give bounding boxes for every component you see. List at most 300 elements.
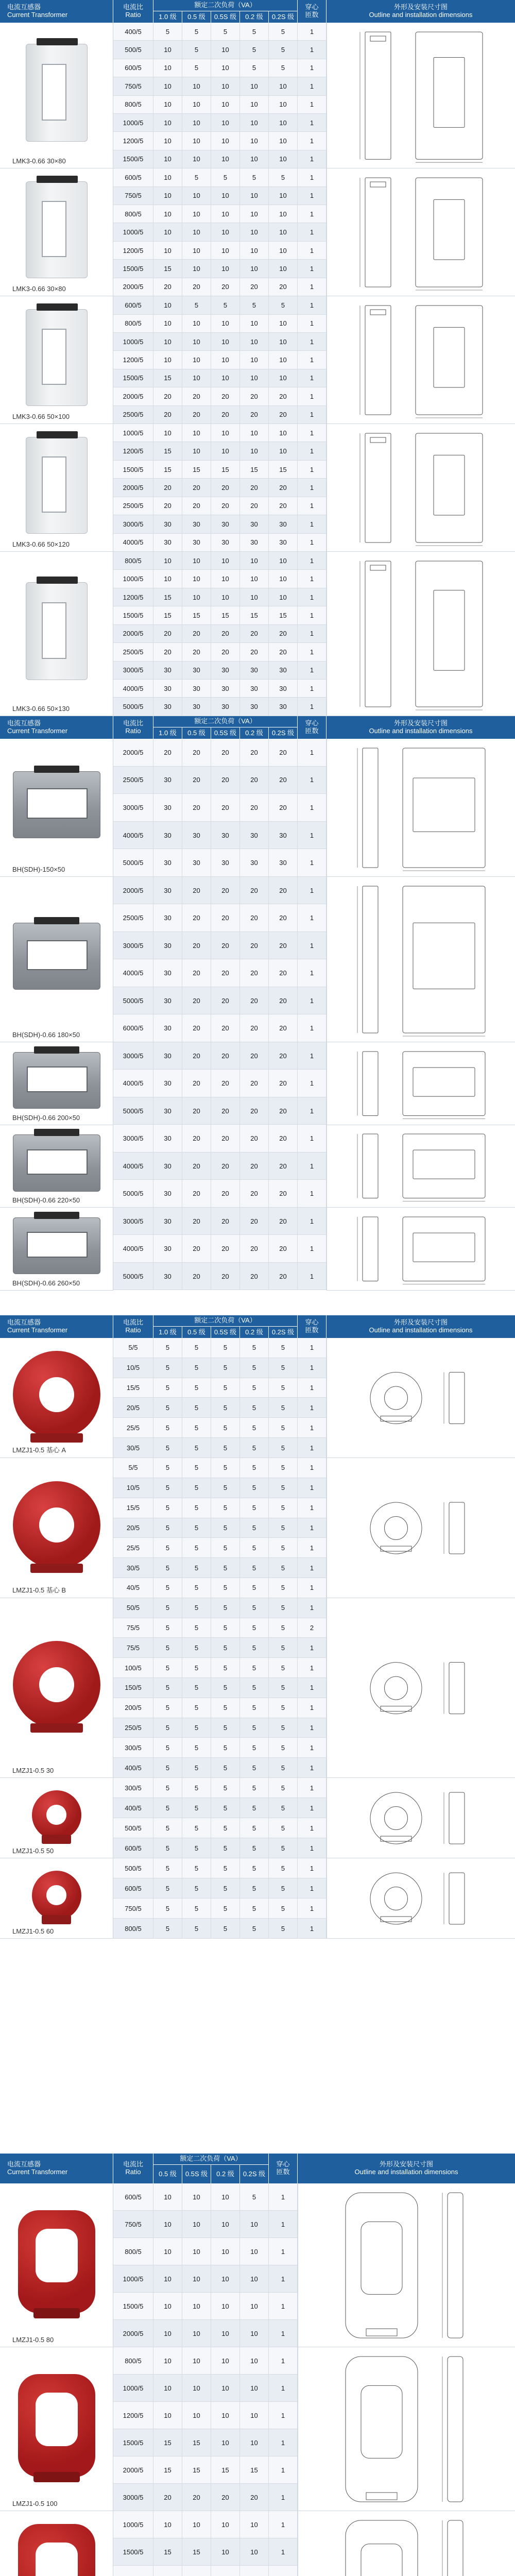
turns-cell: 1 bbox=[298, 1858, 327, 1878]
load-cell: 5 bbox=[240, 1698, 269, 1718]
load-cell: 5 bbox=[269, 41, 298, 58]
load-cell: 15 bbox=[211, 461, 240, 478]
turns-cell: 1 bbox=[298, 1838, 327, 1858]
load-cell: 5 bbox=[240, 1398, 269, 1417]
table-row bbox=[113, 1718, 327, 1738]
load-cell: 10 bbox=[182, 2265, 211, 2292]
dimension-cell bbox=[327, 1778, 515, 1858]
table-row bbox=[113, 387, 327, 405]
header-product-cn: 电流互感器 bbox=[7, 1318, 41, 1327]
ct-product-image bbox=[26, 181, 88, 278]
turns-cell: 1 bbox=[298, 223, 327, 241]
load-cell: 5 bbox=[211, 1718, 240, 1738]
turns-cell: 1 bbox=[298, 877, 327, 904]
load-cell: 30 bbox=[153, 1097, 182, 1125]
load-cell: 5 bbox=[240, 1498, 269, 1518]
load-cell: 20 bbox=[240, 1097, 269, 1125]
load-cell: 10 bbox=[240, 552, 269, 569]
load-cell: 5 bbox=[240, 1718, 269, 1738]
load-cell: 20 bbox=[182, 794, 211, 821]
load-cell: 5 bbox=[269, 1598, 298, 1618]
load-cell: 20 bbox=[240, 1180, 269, 1207]
table-row bbox=[113, 1097, 327, 1125]
load-cell: 30 bbox=[153, 767, 182, 794]
turns-cell: 1 bbox=[269, 2238, 298, 2265]
load-cell: 10 bbox=[182, 2511, 211, 2538]
load-cell: 30 bbox=[182, 680, 211, 697]
table-row bbox=[113, 1678, 327, 1698]
table-row bbox=[113, 260, 327, 278]
load-cell: 20 bbox=[211, 1208, 240, 1235]
table-row bbox=[113, 369, 327, 387]
table-row bbox=[113, 1558, 327, 1578]
header-ratio-en: Ratio bbox=[125, 727, 141, 735]
load-cell: 10 bbox=[211, 351, 240, 368]
turns-cell: 1 bbox=[269, 2211, 298, 2238]
load-cell: 10 bbox=[211, 77, 240, 95]
load-cell: 5 bbox=[240, 1758, 269, 1777]
load-cell: 20 bbox=[211, 1014, 240, 1042]
ratio-cell: 6000/5 bbox=[113, 1014, 153, 1042]
turns-cell: 1 bbox=[298, 794, 327, 821]
load-cell: 10 bbox=[211, 2211, 240, 2238]
load-cell: 10 bbox=[211, 369, 240, 387]
load-cell: 15 bbox=[153, 2429, 182, 2456]
turns-cell: 1 bbox=[298, 1180, 327, 1207]
dimension-column bbox=[327, 739, 515, 1291]
ratio-cell: 3000/5 bbox=[113, 2484, 153, 2511]
load-cell: 5 bbox=[240, 1638, 269, 1657]
load-cell: 5 bbox=[269, 1798, 298, 1818]
load-cell: 30 bbox=[182, 662, 211, 679]
product-cell bbox=[0, 168, 113, 296]
load-cell: 5 bbox=[240, 1558, 269, 1578]
load-cell: 5 bbox=[240, 1899, 269, 1918]
header-load-title: 额定二次负荷（VA） bbox=[153, 716, 297, 727]
load-cell: 5 bbox=[269, 1358, 298, 1378]
load-cell: 5 bbox=[211, 1598, 240, 1618]
load-cell: 20 bbox=[211, 643, 240, 660]
load-cell: 5 bbox=[269, 1858, 298, 1878]
load-cell: 30 bbox=[153, 698, 182, 715]
load-cell: 5 bbox=[269, 1578, 298, 1598]
ratio-cell: 3000/5 bbox=[113, 794, 153, 821]
load-cell: 20 bbox=[240, 959, 269, 987]
table-row bbox=[113, 150, 327, 168]
turns-cell: 1 bbox=[269, 2429, 298, 2456]
ratio-cell: 50/5 bbox=[113, 1598, 153, 1618]
table-row bbox=[113, 1838, 327, 1858]
header-product bbox=[0, 716, 113, 739]
ratio-cell: 4000/5 bbox=[113, 1070, 153, 1097]
load-cell: 10 bbox=[211, 150, 240, 168]
table-row bbox=[113, 2320, 298, 2347]
header-ratio bbox=[113, 1315, 153, 1338]
load-cell: 5 bbox=[182, 1838, 211, 1858]
turns-cell: 1 bbox=[298, 1358, 327, 1378]
dimension-drawing bbox=[398, 1046, 490, 1121]
header-product bbox=[0, 1315, 113, 1338]
load-cell: 5 bbox=[211, 1418, 240, 1437]
load-cell: 5 bbox=[269, 1478, 298, 1498]
dimension-cell bbox=[327, 552, 515, 716]
ratio-cell: 3000/5 bbox=[113, 932, 153, 959]
load-cell: 30 bbox=[269, 534, 298, 551]
load-cell: 20 bbox=[153, 625, 182, 642]
turns-cell: 1 bbox=[298, 698, 327, 715]
turns-cell: 1 bbox=[298, 406, 327, 423]
load-cell: 5 bbox=[153, 1818, 182, 1838]
load-cell: 5 bbox=[240, 1598, 269, 1618]
load-cell: 20 bbox=[211, 739, 240, 766]
load-cell: 20 bbox=[211, 625, 240, 642]
table-row bbox=[113, 424, 327, 442]
load-cell: 5 bbox=[269, 1378, 298, 1398]
product-model: LMZJ1-0.5 100 bbox=[12, 2500, 58, 2507]
load-cell: 10 bbox=[153, 315, 182, 332]
turns-cell: 1 bbox=[298, 1263, 327, 1290]
load-cell: 10 bbox=[153, 205, 182, 223]
load-cell: 20 bbox=[240, 767, 269, 794]
load-cell: 20 bbox=[182, 406, 211, 423]
header-loads bbox=[153, 0, 298, 23]
dimension-cell bbox=[298, 2183, 515, 2347]
load-cell: 5 bbox=[153, 1518, 182, 1538]
ratio-cell: 400/5 bbox=[113, 23, 153, 40]
ratio-cell: 1000/5 bbox=[113, 424, 153, 442]
load-cell: 10 bbox=[269, 150, 298, 168]
load-cell: 15 bbox=[153, 260, 182, 277]
load-cell: 5 bbox=[269, 1698, 298, 1718]
ct-product-image bbox=[13, 1217, 100, 1275]
load-cell: 20 bbox=[211, 959, 240, 987]
turns-cell: 1 bbox=[298, 1818, 327, 1838]
load-cell: 20 bbox=[182, 1180, 211, 1207]
turns-cell: 1 bbox=[298, 1698, 327, 1718]
load-cell: 5 bbox=[153, 1378, 182, 1398]
turns-cell: 1 bbox=[298, 187, 327, 205]
dimension-cell bbox=[327, 1458, 515, 1598]
table-row bbox=[113, 315, 327, 333]
load-cell: 10 bbox=[182, 552, 211, 569]
table-row bbox=[113, 2238, 298, 2265]
header-product-en: Current Transformer bbox=[7, 1326, 68, 1334]
dimension-drawing bbox=[398, 743, 490, 873]
product-cell bbox=[0, 1125, 113, 1208]
load-cell: 20 bbox=[240, 794, 269, 821]
load-cell: 5 bbox=[211, 1498, 240, 1518]
ct-product-image bbox=[26, 309, 88, 406]
load-cell: 10 bbox=[240, 2347, 269, 2374]
table-row bbox=[113, 1180, 327, 1208]
load-cell: 10 bbox=[153, 132, 182, 149]
load-cell: 30 bbox=[153, 1153, 182, 1180]
load-cell: 10 bbox=[240, 570, 269, 587]
load-cell: 5 bbox=[153, 1638, 182, 1657]
load-cell: 5 bbox=[153, 1678, 182, 1698]
turns-cell: 1 bbox=[298, 1778, 327, 1798]
load-cell: 20 bbox=[182, 1097, 211, 1125]
header-dim-cn: 外形及安装尺寸图 bbox=[393, 1318, 448, 1327]
load-cell: 20 bbox=[240, 643, 269, 660]
load-cell: 5 bbox=[182, 1878, 211, 1898]
load-cell: 10 bbox=[211, 242, 240, 259]
load-cell: 5 bbox=[182, 1658, 211, 1677]
ratio-cell: 1000/5 bbox=[113, 2265, 153, 2292]
ratio-cell: 3000/5 bbox=[113, 1042, 153, 1070]
product-column bbox=[0, 2183, 113, 2576]
header-dim-cn: 外形及安装尺寸图 bbox=[393, 3, 448, 11]
load-cell: 30 bbox=[240, 534, 269, 551]
load-cell: 20 bbox=[269, 932, 298, 959]
ratio-cell: 1000/5 bbox=[113, 223, 153, 241]
load-cell: 10 bbox=[240, 588, 269, 606]
load-cell: 5 bbox=[269, 59, 298, 77]
load-cell: 30 bbox=[211, 680, 240, 697]
table-row bbox=[113, 187, 327, 205]
header-turns-cn2: 匝数 bbox=[305, 727, 319, 735]
load-cell: 20 bbox=[182, 497, 211, 515]
turns-cell: 1 bbox=[298, 606, 327, 624]
load-cell: 10 bbox=[269, 315, 298, 332]
load-cell: 10 bbox=[269, 77, 298, 95]
ratio-cell: 40/5 bbox=[113, 1578, 153, 1598]
load-cell: 5 bbox=[269, 1498, 298, 1518]
header-class: 1.0 级 bbox=[153, 727, 182, 739]
load-cell: 20 bbox=[240, 497, 269, 515]
load-cell: 20 bbox=[240, 739, 269, 766]
load-cell: 5 bbox=[240, 1578, 269, 1598]
load-cell: 20 bbox=[269, 1014, 298, 1042]
turns-cell: 1 bbox=[269, 2320, 298, 2347]
load-cell: 10 bbox=[240, 351, 269, 368]
product-column bbox=[0, 23, 113, 716]
load-cell: 5 bbox=[211, 1578, 240, 1598]
load-cell: 5 bbox=[269, 1919, 298, 1938]
load-cell: 15 bbox=[211, 2456, 240, 2483]
load-cell: 20 bbox=[182, 1263, 211, 1290]
load-cell: 10 bbox=[240, 77, 269, 95]
ratio-cell: 20/5 bbox=[113, 1398, 153, 1417]
header-dim-en: Outline and installation dimensions bbox=[369, 727, 473, 735]
ratio-cell: 600/5 bbox=[113, 2183, 153, 2210]
turns-cell: 1 bbox=[298, 1678, 327, 1698]
load-cell: 20 bbox=[240, 1153, 269, 1180]
ct-product-image bbox=[18, 2210, 95, 2313]
load-cell: 10 bbox=[269, 260, 298, 277]
table-row bbox=[113, 625, 327, 643]
ratio-cell: 600/5 bbox=[113, 1878, 153, 1898]
load-cell: 20 bbox=[182, 2484, 211, 2511]
load-cell: 5 bbox=[182, 1919, 211, 1938]
load-cell: 5 bbox=[240, 1518, 269, 1538]
load-cell: 20 bbox=[153, 2484, 182, 2511]
load-cell: 20 bbox=[211, 904, 240, 931]
header-load-title: 额定二次负荷（VA） bbox=[153, 0, 297, 11]
ratio-cell: 5000/5 bbox=[113, 987, 153, 1014]
product-model: LMZJ1-0.5 80 bbox=[12, 2336, 54, 2344]
turns-cell: 1 bbox=[298, 570, 327, 587]
table-row bbox=[113, 1618, 327, 1638]
load-cell: 10 bbox=[269, 114, 298, 131]
dimension-drawing bbox=[365, 1342, 427, 1454]
load-cell: 10 bbox=[153, 552, 182, 569]
turns-cell: 1 bbox=[298, 987, 327, 1014]
load-cell: 10 bbox=[153, 351, 182, 368]
load-cell: 20 bbox=[240, 877, 269, 904]
dimension-drawing bbox=[436, 1342, 477, 1454]
load-cell: 15 bbox=[240, 2456, 269, 2483]
load-cell: 5 bbox=[182, 1899, 211, 1918]
table-row bbox=[113, 1658, 327, 1678]
load-cell bbox=[153, 2566, 182, 2576]
load-cell: 5 bbox=[240, 1438, 269, 1458]
load-cell: 10 bbox=[269, 588, 298, 606]
header-load-title: 额定二次负荷（VA） bbox=[153, 2154, 268, 2165]
header-class: 0.5S 级 bbox=[182, 2165, 211, 2183]
load-cell: 20 bbox=[240, 904, 269, 931]
load-cell: 30 bbox=[269, 515, 298, 533]
load-cell: 5 bbox=[269, 1518, 298, 1538]
table-row bbox=[113, 1518, 327, 1538]
table-body bbox=[0, 1338, 515, 1939]
turns-cell: 1 bbox=[298, 1338, 327, 1358]
table-row bbox=[113, 479, 327, 497]
turns-cell: 1 bbox=[298, 767, 327, 794]
load-cell: 20 bbox=[182, 877, 211, 904]
load-cell: 5 bbox=[240, 1798, 269, 1818]
load-cell: 10 bbox=[182, 150, 211, 168]
turns-cell: 1 bbox=[298, 369, 327, 387]
load-cell: 10 bbox=[182, 424, 211, 442]
header-class: 1.0 级 bbox=[153, 11, 182, 23]
load-cell: 10 bbox=[211, 2511, 240, 2538]
table-row bbox=[113, 515, 327, 533]
ct-product-image bbox=[32, 1871, 81, 1920]
table-row bbox=[113, 1398, 327, 1418]
turns-cell: 1 bbox=[298, 643, 327, 660]
load-cell: 10 bbox=[153, 242, 182, 259]
load-cell: 5 bbox=[182, 1598, 211, 1618]
load-cell: 5 bbox=[240, 1358, 269, 1378]
dimension-drawing bbox=[410, 300, 488, 420]
ratio-cell: 5000/5 bbox=[113, 1097, 153, 1125]
product-cell bbox=[0, 1598, 113, 1778]
header-product-cn: 电流互感器 bbox=[7, 3, 41, 11]
ratio-cell: 3000/5 bbox=[113, 1125, 153, 1152]
load-cell: 5 bbox=[240, 1618, 269, 1638]
ratio-rows bbox=[113, 23, 327, 716]
turns-cell: 1 bbox=[298, 296, 327, 314]
turns-cell: 1 bbox=[298, 1578, 327, 1598]
load-cell: 30 bbox=[240, 698, 269, 715]
table-row bbox=[113, 1698, 327, 1718]
load-cell: 10 bbox=[153, 2375, 182, 2401]
load-cell: 10 bbox=[182, 77, 211, 95]
table-row bbox=[113, 1798, 327, 1818]
load-cell: 5 bbox=[182, 1558, 211, 1578]
load-cell: 10 bbox=[182, 333, 211, 350]
load-cell: 20 bbox=[269, 479, 298, 496]
header-class: 0.5S 级 bbox=[211, 1327, 240, 1338]
table-row bbox=[113, 1358, 327, 1378]
table-row bbox=[113, 1263, 327, 1291]
table-header bbox=[0, 0, 515, 23]
load-cell: 10 bbox=[211, 315, 240, 332]
load-cell: 5 bbox=[211, 1558, 240, 1578]
turns-cell: 1 bbox=[298, 205, 327, 223]
load-cell: 5 bbox=[182, 1798, 211, 1818]
load-cell: 10 bbox=[153, 41, 182, 58]
load-cell: 30 bbox=[153, 1042, 182, 1070]
load-cell: 20 bbox=[182, 959, 211, 987]
dimension-drawing bbox=[398, 1212, 490, 1286]
load-cell: 5 bbox=[182, 1738, 211, 1757]
ratio-cell: 3000/5 bbox=[113, 1208, 153, 1235]
load-cell: 5 bbox=[153, 1338, 182, 1358]
ct-product-image bbox=[13, 1134, 100, 1192]
load-cell: 5 bbox=[240, 1338, 269, 1358]
load-cell: 5 bbox=[182, 1678, 211, 1698]
product-model: BH(SDH)-0.66 260×50 bbox=[12, 1279, 80, 1287]
ratio-cell: 3000/5 bbox=[113, 515, 153, 533]
load-cell: 5 bbox=[153, 1878, 182, 1898]
ratio-cell: 5000/5 bbox=[113, 698, 153, 715]
header-dim-en: Outline and installation dimensions bbox=[369, 1326, 473, 1334]
load-cell: 5 bbox=[240, 1418, 269, 1437]
load-cell: 10 bbox=[153, 77, 182, 95]
ratio-cell: 2500/5 bbox=[113, 497, 153, 515]
load-cell: 10 bbox=[182, 2238, 211, 2265]
table-row bbox=[113, 278, 327, 296]
load-cell: 30 bbox=[211, 662, 240, 679]
load-cell: 20 bbox=[182, 1235, 211, 1262]
load-cell: 20 bbox=[269, 1208, 298, 1235]
load-cell: 20 bbox=[211, 877, 240, 904]
load-cell: 10 bbox=[153, 2320, 182, 2347]
load-cell: 5 bbox=[211, 1738, 240, 1757]
dimension-drawing bbox=[352, 1129, 388, 1204]
load-cell: 5 bbox=[153, 1618, 182, 1638]
load-cell: 20 bbox=[182, 1042, 211, 1070]
header-ratio-cn: 电流比 bbox=[123, 3, 143, 11]
turns-cell: 1 bbox=[298, 1208, 327, 1235]
ratio-cell: 250/5 bbox=[113, 1718, 153, 1738]
table-row bbox=[113, 2265, 298, 2293]
product-cell bbox=[0, 552, 113, 716]
load-cell: 10 bbox=[269, 187, 298, 205]
load-cell: 5 bbox=[269, 1718, 298, 1738]
load-cell: 5 bbox=[240, 1678, 269, 1698]
dimension-cell bbox=[327, 1858, 515, 1939]
load-cell: 20 bbox=[182, 987, 211, 1014]
table-row bbox=[113, 1458, 327, 1478]
turns-cell: 1 bbox=[298, 625, 327, 642]
load-cell: 10 bbox=[240, 442, 269, 460]
table-row bbox=[113, 1778, 327, 1798]
dimension-cell bbox=[298, 2347, 515, 2511]
load-cell: 20 bbox=[211, 1042, 240, 1070]
product-cell bbox=[0, 424, 113, 552]
load-cell: 5 bbox=[240, 1658, 269, 1677]
load-cell: 5 bbox=[153, 1498, 182, 1518]
turns-cell: 1 bbox=[269, 2538, 298, 2565]
load-cell: 5 bbox=[211, 296, 240, 314]
header-ratio bbox=[113, 716, 153, 739]
table-row bbox=[113, 41, 327, 59]
load-cell: 15 bbox=[153, 2538, 182, 2565]
load-cell: 20 bbox=[269, 1097, 298, 1125]
